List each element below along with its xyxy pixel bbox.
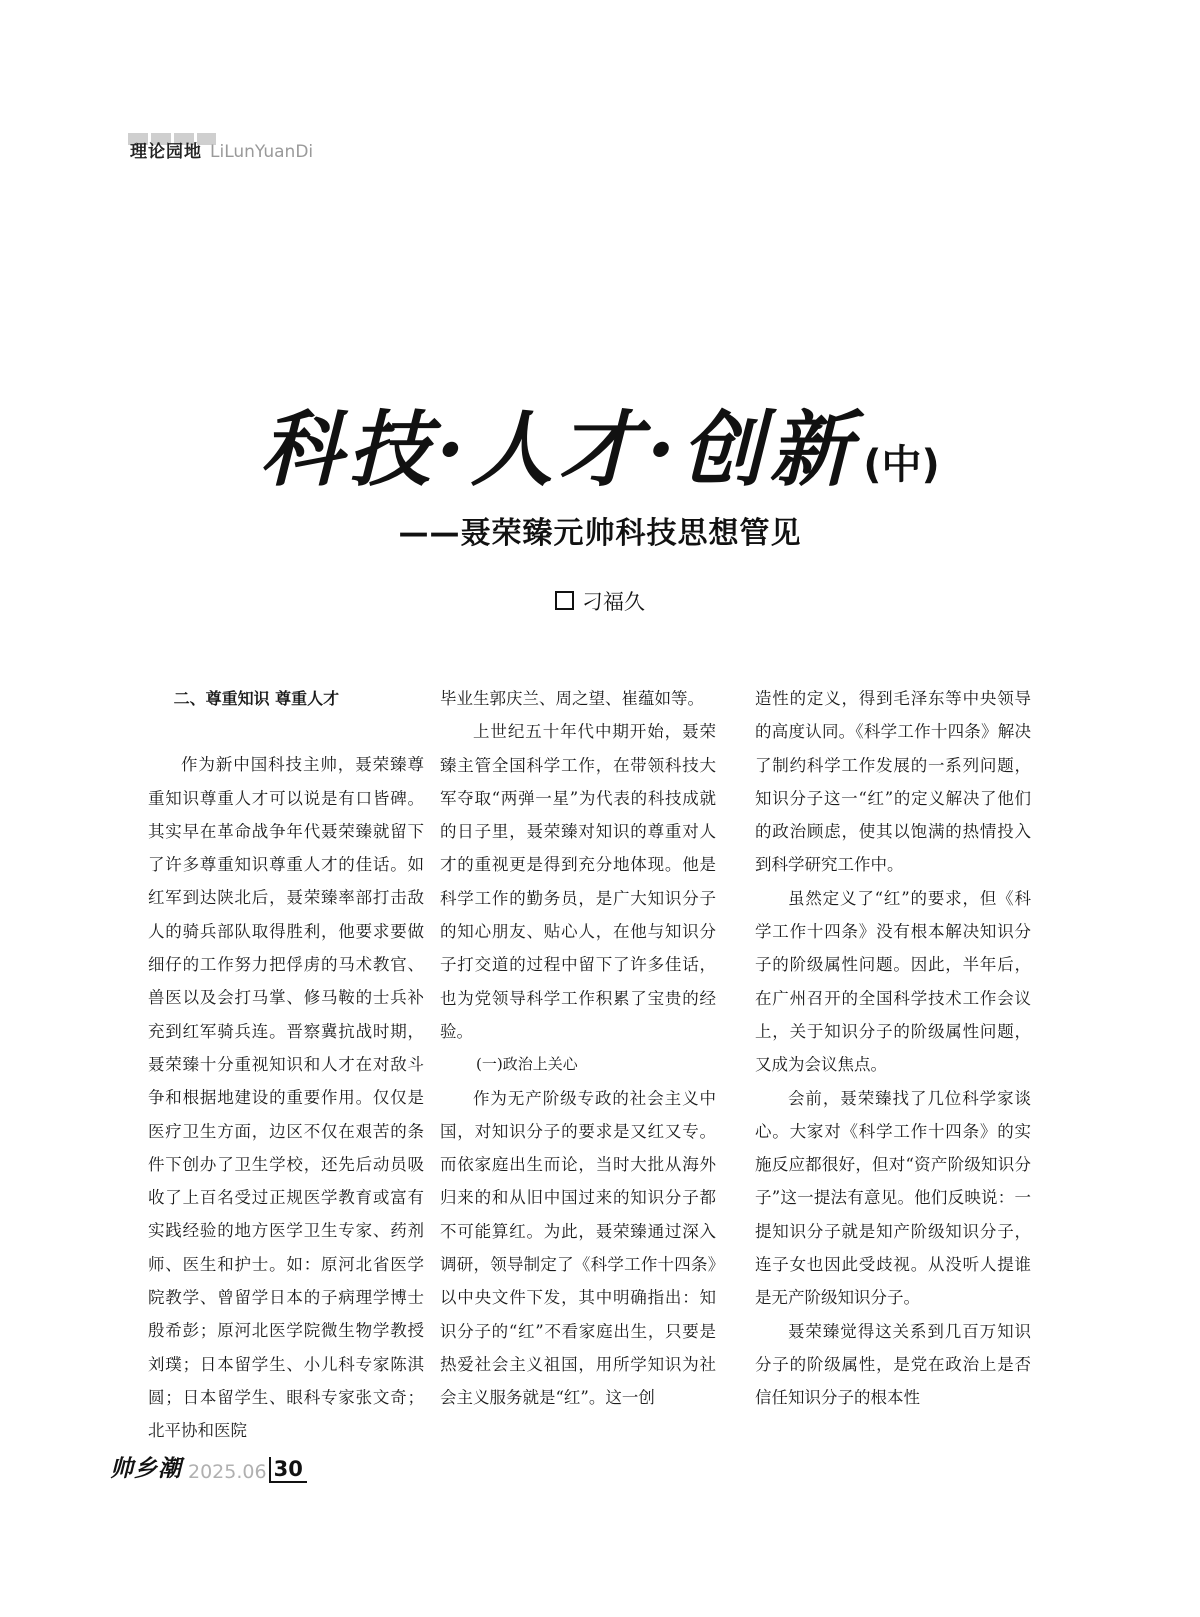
paragraph: 上世纪五十年代中期开始，聂荣臻主管全国科学工作，在带领科技大军夺取“两弹一星”为代表的科技成就的日子里，聂荣臻对知识的尊重对人才的重视更是得到充分地体现。他是科学工作的勤务员，是广大知识分子的知心朋友、贴心人，在他与知识分子打交道的过程中留下了许多佳话，也为党领导科学工作积累了宝贵的经验。 xyxy=(440,722,716,1041)
text-column-1 xyxy=(148,682,424,1448)
paragraph: 作为无产阶级专政的社会主义中国，对知识分子的要求是又红又专。而依家庭出生而论，当时大批从海外归来的和从旧中国过来的知识分子都不可能算红。为此，聂荣臻通过深入调研，领导制定了《科学工作十四条》以中央文件下发，其中明确指出：知识分子的“红”不看家庭出生，只要是热爱社会主义祖国，用所学知识为社会主义服务就是“红”。这一创 xyxy=(440,1088,716,1408)
paragraph: 造性的定义，得到毛泽东等中央领导的高度认同。《科学工作十四条》解决了制约科学工作发展的一系列问题，知识分子这一“红”的定义解决了他们的政治顾虑，使其以饱满的热情投入到科学研究工作中。 xyxy=(755,689,1031,875)
paragraph: 毕业生郭庆兰、周之望、崔蕴如等。 xyxy=(440,689,704,708)
paragraph: 虽然定义了“红”的要求，但《科学工作十四条》没有根本解决知识分子的阶级属性问题。因此，半年后，在广州召开的全国科学技术工作会议上，关于知识分子的阶级属性问题，又成为会议焦点。 xyxy=(755,888,1031,1075)
title-text: 科技·人才·创新 xyxy=(260,402,858,498)
section-name: 理论园地 xyxy=(128,136,204,163)
subsection-heading: (一)政治上关心 xyxy=(476,1055,578,1074)
section-header xyxy=(128,136,313,163)
text-column-2 xyxy=(440,682,716,1415)
paragraph: 作为新中国科技主帅，聂荣臻尊重知识尊重人才可以说是有口皆碑。其实早在革命战争年代聂荣臻就留下了许多尊重知识尊重人才的佳话。如红军到达陕北后，聂荣臻率部打击敌人的骑兵部队取得胜利，他要求要做细仔的工作努力把俘虏的马术教官、兽医以及会打马掌、修马鞍的士兵补充到红军骑兵连。晋察冀抗战时期，聂荣臻十分重视知识和人才在对敌斗争和根据地建设的重要作用。仅仅是医疗卫生方面，边区不仅在艰苦的条件下创办了卫生学校，还先后动员吸收了上百名受过正规医学教育或富有实践经验的地方医学卫生专家、药剂师、医生和护士。如：原河北省医学院教学、曾留学日本的子病理学博士殷希彭；原河北医学院微生物学教授刘璞；日本留学生、小儿科专家陈淇圆；日本留学生、眼科专家张文奇；北平协和医院 xyxy=(148,755,424,1441)
author-name: 刁福久 xyxy=(582,590,645,614)
page-footer xyxy=(110,1450,307,1483)
section-heading: 二、尊重知识 尊重人才 xyxy=(173,689,340,708)
article-subtitle: ——聂荣臻元帅科技思想管见 xyxy=(398,516,802,551)
title-part: (中) xyxy=(863,442,940,488)
article-title xyxy=(0,385,1200,502)
page-number: 30 xyxy=(269,1457,307,1483)
text-column-3 xyxy=(755,682,1031,1415)
paragraph: 聂荣臻觉得这关系到几百万知识分子的阶级属性，是党在政治上是否信任知识分子的根本性 xyxy=(755,1321,1031,1408)
byline xyxy=(0,586,1200,616)
issue-number: 2025.06 xyxy=(188,1461,267,1483)
section-pinyin: LiLunYuanDi xyxy=(210,142,314,162)
paragraph: 会前，聂荣臻找了几位科学家谈心。大家对《科学工作十四条》的实施反应都很好，但对“资产阶级知识分子”这一提法有意见。他们反映说：一提知识分子就是知产阶级知识分子，连子女也因此受歧视。从没听人提谁是无产阶级知识分子。 xyxy=(755,1088,1031,1308)
magazine-name: 帅乡潮 xyxy=(110,1455,182,1482)
byline-box-icon xyxy=(555,591,574,610)
